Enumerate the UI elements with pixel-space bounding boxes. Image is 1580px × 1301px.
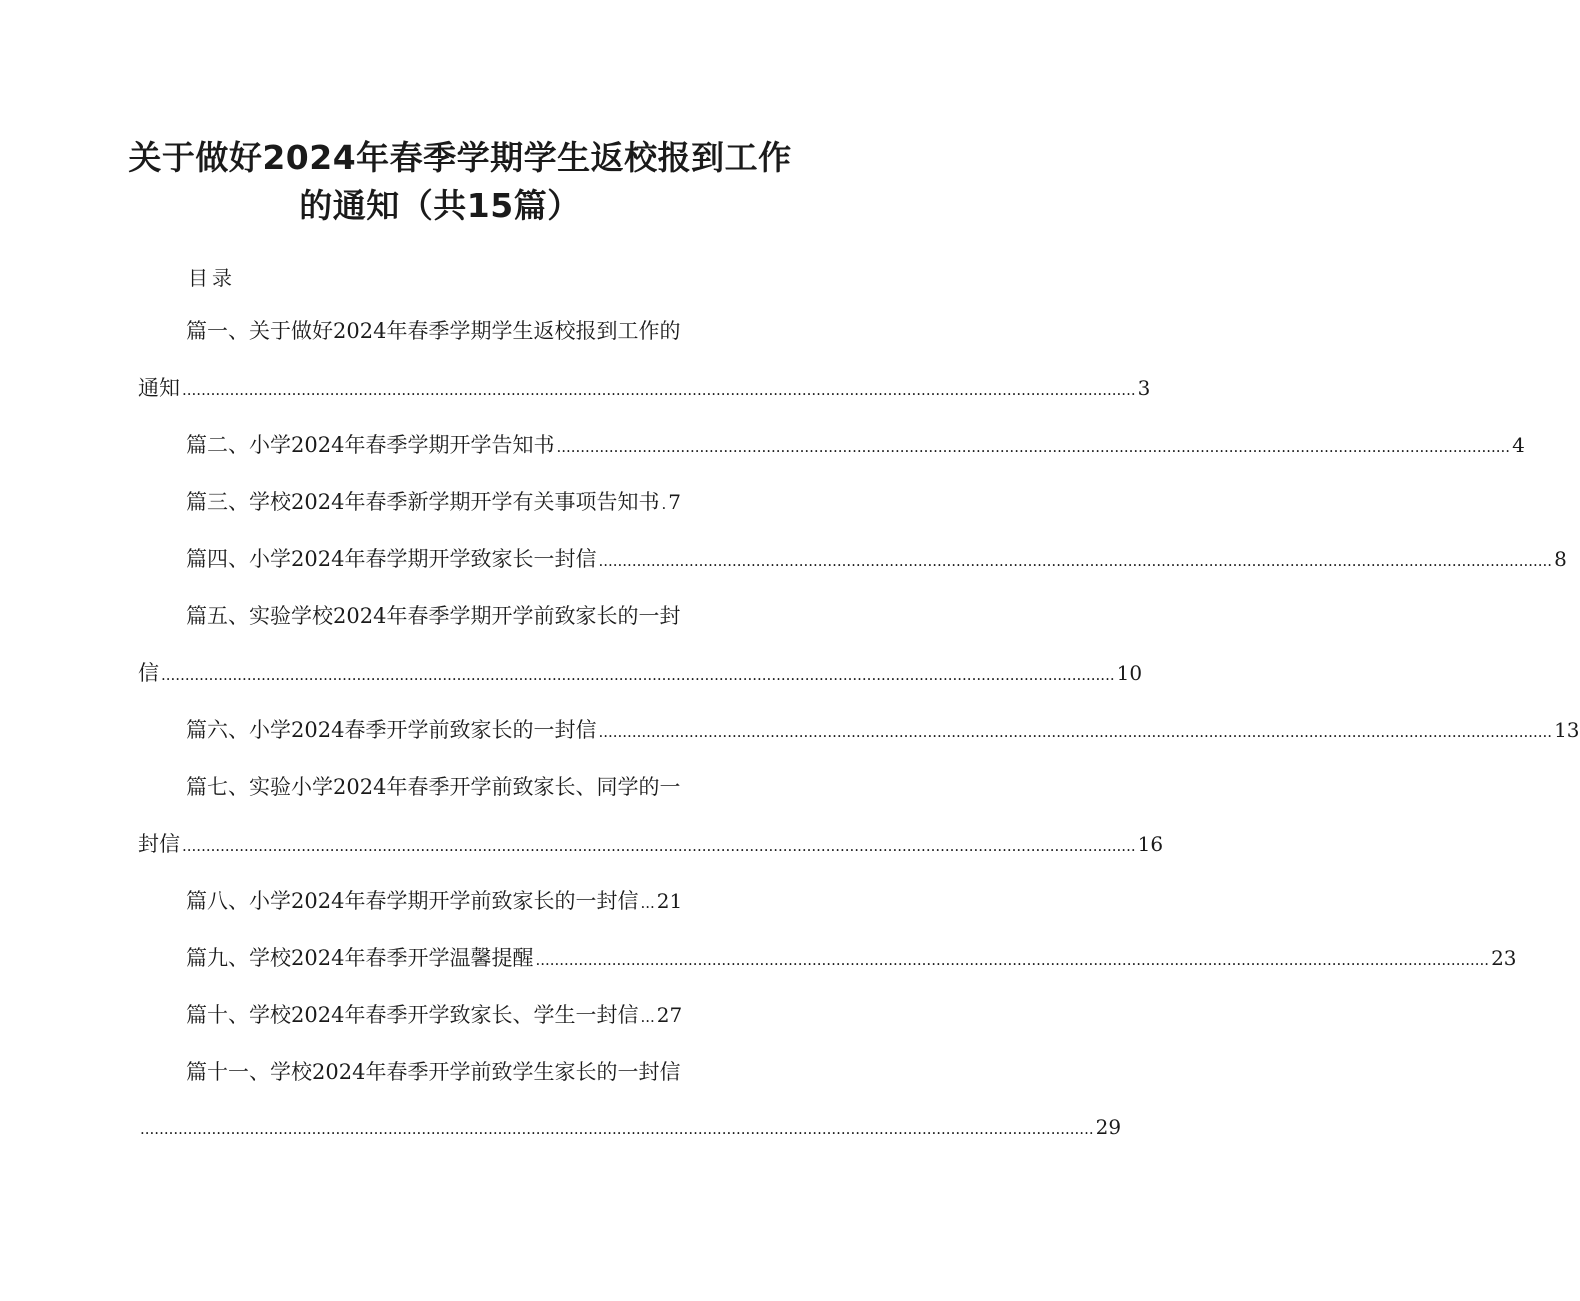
- toc-entry-text: 篇六、小学2024春季开学前致家长的一封信: [186, 718, 597, 742]
- toc-entry-9[interactable]: [186, 943, 1517, 975]
- toc-entry-text: 篇四、小学2024年春学期开学致家长一封信: [186, 547, 597, 571]
- toc-page-number: 7: [668, 490, 681, 514]
- toc-entry-text: 篇八、小学2024年春学期开学前致家长的一封信: [186, 889, 639, 913]
- toc-page-number: 16: [1137, 832, 1164, 856]
- toc-entry-11-line-1[interactable]: [186, 1057, 680, 1087]
- dot-leader: ...: [640, 1008, 655, 1026]
- toc-entry-text: 篇九、学校2024年春季开学温馨提醒: [186, 946, 534, 970]
- toc-page-number: 13: [1554, 718, 1580, 742]
- dot-leader: ........................................................................................................................................................................................................: [556, 438, 1511, 456]
- toc-entry-8[interactable]: [186, 886, 682, 918]
- toc-entry-1-line-2[interactable]: [138, 373, 1151, 405]
- toc-entry-text: 篇二、小学2024年春季学期开学告知书: [186, 433, 555, 457]
- toc-entry-5-line-2[interactable]: [138, 658, 1143, 690]
- toc-entry-text: 篇十一、学校2024年春季开学前致学生家长的一封信: [186, 1060, 681, 1084]
- dot-leader: ........................................................................................................................................................................................................: [598, 723, 1553, 741]
- toc-entry-text: 信: [138, 661, 159, 685]
- toc-entry-1-line-1[interactable]: [186, 316, 680, 346]
- document-title-line-1: 关于做好2024年春季学期学生返校报到工作: [128, 138, 792, 177]
- toc-page-number: 3: [1137, 376, 1151, 400]
- toc-page-number: 29: [1095, 1115, 1122, 1139]
- toc-page-number: 27: [656, 1003, 683, 1027]
- dot-leader: .: [661, 495, 667, 513]
- toc-entry-4[interactable]: [186, 544, 1567, 576]
- toc-page-number: 8: [1554, 547, 1567, 571]
- document-title-line-2: 的通知（共15篇）: [299, 186, 581, 225]
- toc-entry-text: 篇五、实验学校2024年春季学期开学前致家长的一封: [186, 604, 681, 628]
- toc-page-number: 23: [1491, 946, 1517, 970]
- toc-entry-text: 通知: [138, 376, 180, 400]
- dot-leader: ...: [640, 894, 655, 912]
- toc-page-number: 10: [1116, 661, 1143, 685]
- toc-page-number: 21: [656, 889, 683, 913]
- toc-entry-text: 篇十、学校2024年春季开学致家长、学生一封信: [186, 1003, 639, 1027]
- toc-heading: 目录: [188, 266, 236, 290]
- toc-entry-6[interactable]: [186, 715, 1580, 747]
- toc-entry-text: 篇七、实验小学2024年春季开学前致家长、同学的一: [186, 775, 681, 799]
- dot-leader: ........................................................................................................................................................................................................: [182, 837, 1136, 855]
- dot-leader: ........................................................................................................................................................................................................: [535, 951, 1490, 969]
- toc-entry-11-line-2[interactable]: [138, 1112, 1122, 1144]
- toc-entry-text: 篇一、关于做好2024年春季学期学生返校报到工作的: [186, 319, 681, 343]
- toc-entry-10[interactable]: [186, 1000, 682, 1032]
- toc-entry-text: 篇三、学校2024年春季新学期开学有关事项告知书: [186, 490, 660, 514]
- toc-entry-5-line-1[interactable]: [186, 601, 680, 631]
- toc-entry-2[interactable]: [186, 430, 1525, 462]
- dot-leader: ........................................................................................................................................................................................................: [598, 552, 1553, 570]
- dot-leader: ........................................................................................................................................................................................................: [182, 381, 1136, 399]
- dot-leader: ........................................................................................................................................................................................................: [140, 1120, 1094, 1138]
- dot-leader: ........................................................................................................................................................................................................: [161, 666, 1115, 684]
- toc-entry-text: 封信: [138, 832, 180, 856]
- toc-page-number: 4: [1512, 433, 1525, 457]
- toc-entry-7-line-1[interactable]: [186, 772, 680, 802]
- toc-entry-7-line-2[interactable]: [138, 829, 1164, 861]
- toc-entry-3[interactable]: [186, 487, 681, 519]
